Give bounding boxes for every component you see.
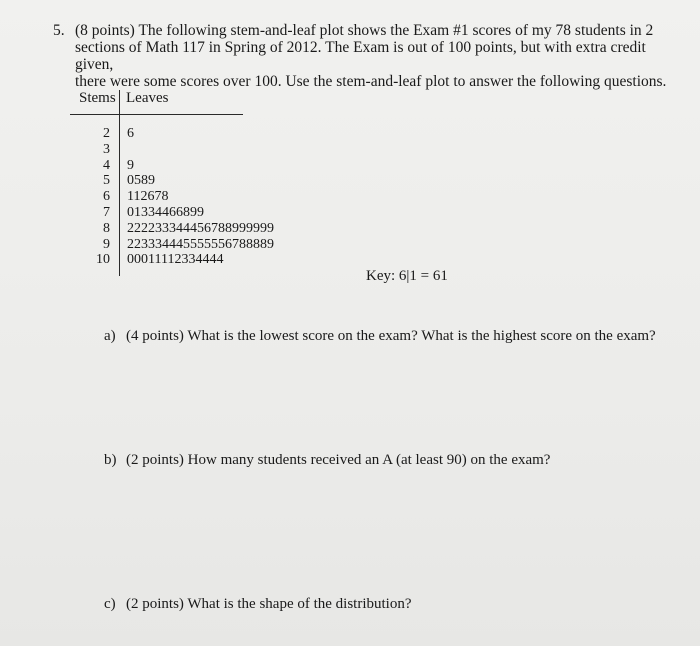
problem-statement — [53, 22, 683, 90]
plot-key: Key: 6|1 = 61 — [366, 268, 448, 284]
leaf-values: 223334445555556788889 — [127, 236, 274, 252]
stem-value: 2 — [103, 126, 110, 141]
problem-number: 5. — [53, 22, 65, 39]
question-text: (2 points) How many students received an A (at least 90) on the exam? — [126, 452, 551, 468]
question-letter: a) — [104, 328, 116, 344]
stems-header: Stems — [79, 90, 116, 106]
stem-value: 3 — [103, 141, 110, 157]
leaf-values: 0589 — [127, 173, 155, 189]
question-a — [104, 328, 656, 345]
problem-line: sections of Math 117 in Spring of 2012. The Exam is out of 100 points, but with extra credit given, — [75, 39, 646, 73]
stem-value: 6 — [103, 189, 110, 205]
stem-divider — [119, 90, 120, 276]
header-divider — [70, 114, 243, 115]
question-text: (4 points) What is the lowest score on the exam? What is the highest score on the exam? — [126, 328, 656, 344]
stem-and-leaf-plot — [70, 88, 274, 288]
leaf-values: 01334466899 — [127, 204, 204, 220]
stem-value: 4 — [103, 157, 110, 173]
leaf-values: 112678 — [127, 189, 169, 205]
problem-line: (8 points) The following stem-and-leaf plot shows the Exam #1 scores of my 78 students in 2 — [75, 22, 654, 39]
stem-value: 5 — [103, 173, 110, 189]
leaf-values: 222233344456788999999 — [127, 220, 274, 236]
question-text: (2 points) What is the shape of the distribution? — [126, 596, 412, 612]
question-letter: b) — [104, 452, 117, 468]
leaf-values: 00011112334444 — [127, 252, 224, 268]
question-c — [104, 596, 412, 613]
leaf-values: 6 — [127, 126, 134, 141]
leaf-values: 9 — [127, 157, 134, 173]
stem-value: 9 — [103, 236, 110, 252]
leaves-header: Leaves — [126, 90, 169, 106]
question-letter: c) — [104, 596, 116, 612]
stem-value: 7 — [103, 204, 110, 220]
leaf-values — [127, 142, 274, 158]
leaves-column — [127, 126, 274, 268]
problem-line: there were some scores over 100. Use the stem-and-leaf plot to answer the following questions. — [75, 73, 667, 90]
stems-column — [70, 126, 110, 268]
problem-text — [75, 22, 683, 90]
stem-value: 10 — [96, 252, 110, 268]
stem-value: 8 — [103, 220, 110, 236]
question-b — [104, 452, 550, 469]
